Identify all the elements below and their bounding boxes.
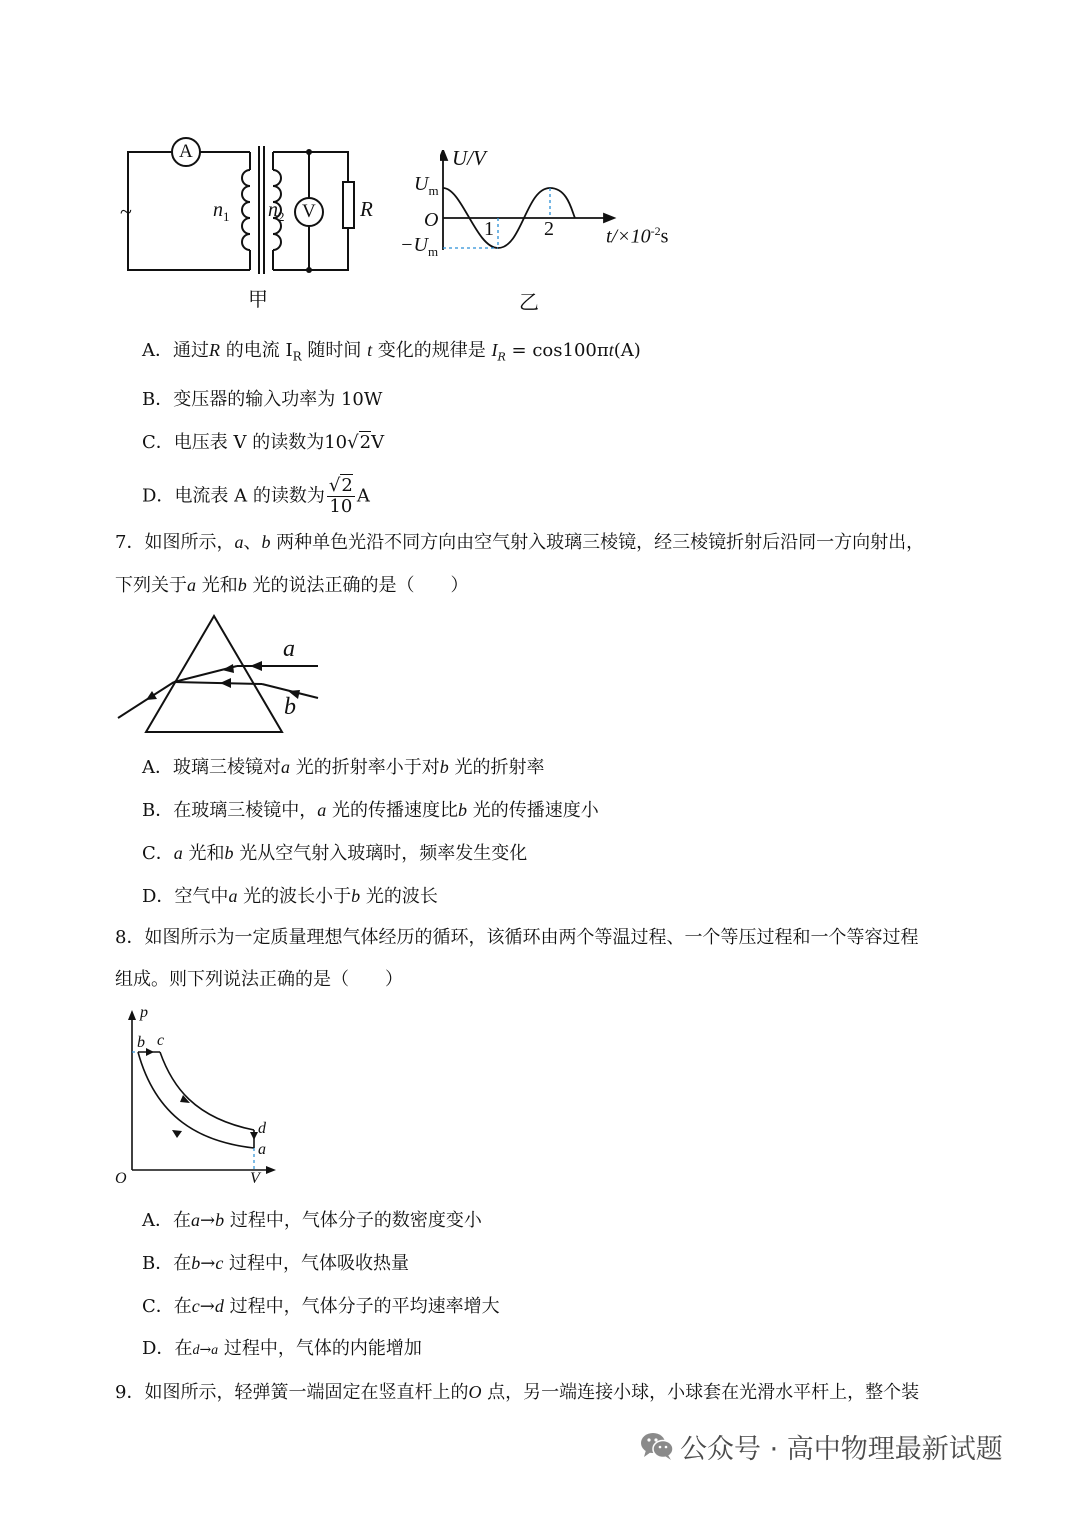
- q7-option-a[interactable]: A．玻璃三棱镜对a 光的折射率小于对b 光的折射率: [142, 757, 545, 778]
- q8-option-c[interactable]: C．在c→d 过程中，气体分子的平均速率增大: [142, 1296, 500, 1317]
- q7-stem-line1: 7．如图所示，a、b 两种单色光沿不同方向由空气射入玻璃三棱镜，经三棱镜折射后沿同一方向射出，: [115, 532, 925, 553]
- q8-stem-line2: 组成。则下列说法正确的是（ ）: [115, 969, 403, 990]
- pv-point-c: c: [157, 1032, 165, 1049]
- voltmeter-label: V: [302, 201, 316, 222]
- q6-option-c[interactable]: C．电压表 V 的读数为10√2V: [142, 432, 385, 453]
- y-axis-label: U/V: [452, 146, 486, 170]
- q9-stem-line1: 9．如图所示，轻弹簧一端固定在竖直杆上的O 点，另一端连接小球，小球套在光滑水平杆上，整个装: [115, 1382, 920, 1403]
- q8-option-d[interactable]: D．在d→a 过程中，气体的内能增加: [142, 1338, 422, 1359]
- q8-stem-line1: 8．如图所示为一定质量理想气体经历的循环，该循环由两个等温过程、一个等压过程和一个等容过程: [115, 927, 919, 948]
- pv-point-a: a: [258, 1141, 266, 1158]
- prism-figure: [110, 610, 330, 740]
- watermark: [640, 1428, 1003, 1464]
- q6-option-a[interactable]: A．通过R 的电流 $I_R$ 随时间 t 变化的规律是 $I_R = \cos 100\pi t(A)$: [142, 340, 641, 364]
- prism-ray-b-label: b: [284, 694, 296, 720]
- neg-um-label: $-U_m$: [400, 234, 439, 259]
- n1-label: $n_1$: [213, 199, 230, 224]
- watermark-text: 公众号 · 高中物理最新试题: [680, 1433, 1003, 1465]
- pv-point-d: d: [258, 1120, 266, 1137]
- q7-option-b[interactable]: B．在玻璃三棱镜中，a 光的传播速度比b 光的传播速度小: [142, 800, 599, 821]
- q8-option-a[interactable]: A．在a→b 过程中，气体分子的数密度变小: [142, 1210, 482, 1231]
- ammeter-label: A: [179, 141, 193, 162]
- ac-source-symbol: ~: [120, 199, 132, 224]
- n2-label: $n_2$: [268, 199, 285, 224]
- figure-caption-yi: 乙: [519, 290, 539, 314]
- tick-2-label: 2: [544, 218, 554, 240]
- tick-1-label: 1: [484, 218, 494, 240]
- junction-dot-top: [306, 149, 312, 155]
- resistor-label: R: [360, 197, 373, 221]
- pv-p-axis-label: p: [140, 1004, 148, 1021]
- prism-ray-a-label: a: [283, 636, 295, 662]
- q6-option-b[interactable]: B．变压器的输入功率为 10W: [142, 389, 383, 410]
- q6-option-d[interactable]: D．电流表 A 的读数为 $\frac{√2}{10}$ A: [142, 475, 370, 517]
- q7-option-c[interactable]: C．a 光和b 光从空气射入玻璃时，频率发生变化: [142, 843, 528, 864]
- um-label: $U_m$: [414, 173, 439, 198]
- q7-option-d[interactable]: D．空气中a 光的波长小于b 光的波长: [142, 886, 438, 907]
- pv-point-b: b: [137, 1034, 145, 1051]
- q7-stem-line2: 下列关于a 光和b 光的说法正确的是（ ）: [115, 575, 469, 596]
- junction-dot-bottom: [306, 267, 312, 273]
- figure-caption-jia: 甲: [248, 287, 268, 311]
- origin-label: O: [424, 209, 439, 231]
- pv-v-axis-label: V: [250, 1170, 260, 1187]
- x-axis-label: $t/\times 10^{-2}s$: [606, 224, 669, 248]
- pv-origin-label: O: [115, 1170, 127, 1187]
- wechat-icon: [640, 1431, 674, 1461]
- q8-option-b[interactable]: B．在b→c 过程中，气体吸收热量: [142, 1253, 410, 1274]
- transformer-circuit-figure: [110, 132, 380, 312]
